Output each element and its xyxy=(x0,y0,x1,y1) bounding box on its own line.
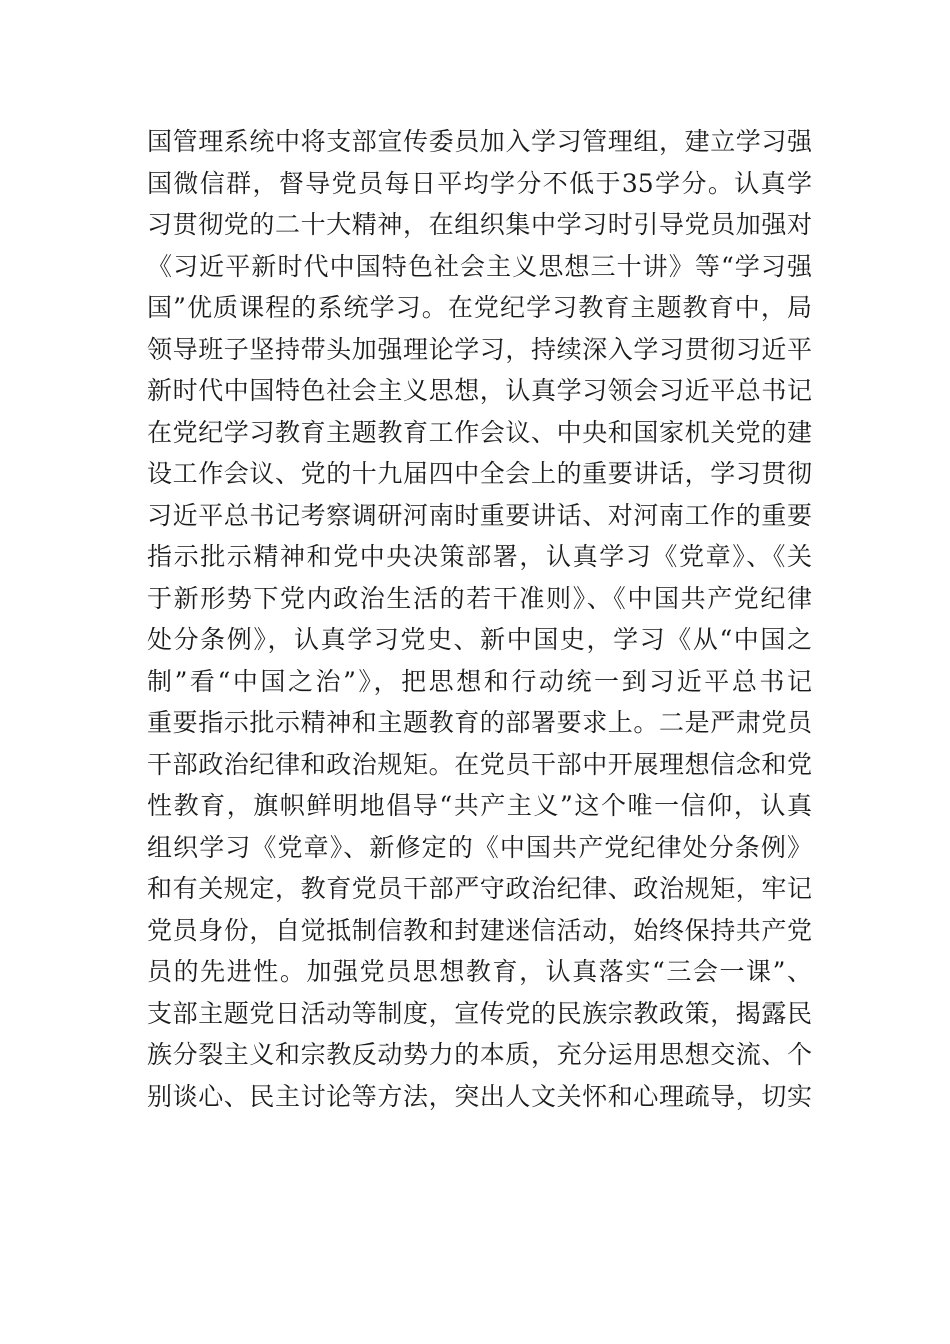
text-line: 习近平总书记考察调研河南时重要讲话、对河南工作的重要 xyxy=(147,500,812,530)
text-line: 支部主题党日活动等制度，宣传党的民族宗教政策，揭露民 xyxy=(147,998,812,1028)
text-line: 国管理系统中将支部宣传委员加入学习管理组，建立学习强 xyxy=(147,127,812,156)
text-line: 党员身份，自觉抵制信教和封建迷信活动，始终保持共产党 xyxy=(147,915,812,945)
text-line: 《习近平新时代中国特色社会主义思想三十讲》等“学习强 xyxy=(147,251,812,281)
text-line: 重要指示批示精神和主题教育的部署要求上。二是严肃党员 xyxy=(147,708,812,737)
text-line: 指示批示精神和党中央决策部署，认真学习《党章》、《关 xyxy=(147,542,812,571)
text-line: 干部政治纪律和政治规矩。在党员干部中开展理想信念和党 xyxy=(147,749,812,779)
text-line: 设工作会议、党的十九届四中全会上的重要讲话，学习贯彻 xyxy=(147,459,812,488)
text-line: 员的先进性。加强党员思想教育，认真落实“三会一课”、 xyxy=(147,957,812,986)
text-line: 处分条例》，认真学习党史、新中国史，学习《从“中国之 xyxy=(147,625,812,654)
text-line: 新时代中国特色社会主义思想，认真学习领会习近平总书记 xyxy=(147,376,812,405)
text-line: 制”看“中国之治”》，把思想和行动统一到习近平总书记 xyxy=(147,666,812,696)
text-line: 于新形势下党内政治生活的若干准则》、《中国共产党纪律 xyxy=(147,583,812,613)
text-line: 族分裂主义和宗教反动势力的本质，充分运用思想交流、个 xyxy=(147,1040,812,1069)
text-line: 和有关规定，教育党员干部严守政治纪律、政治规矩，牢记 xyxy=(147,874,812,903)
text-line: 性教育，旗帜鲜明地倡导“共产主义”这个唯一信仰，认真 xyxy=(147,791,812,820)
body-paragraph xyxy=(147,121,812,1117)
text-line: 习贯彻党的二十大精神，在组织集中学习时引导党员加强对 xyxy=(147,210,812,239)
text-line: 别谈心、民主讨论等方法，突出人文关怀和心理疏导，切实 xyxy=(147,1081,812,1111)
text-line: 领导班子坚持带头加强理论学习，持续深入学习贯彻习近平 xyxy=(147,334,812,364)
text-line: 国”优质课程的系统学习。在党纪学习教育主题教育中，局 xyxy=(147,293,812,322)
text-line: 国微信群，督导党员每日平均学分不低于35学分。认真学 xyxy=(147,168,812,198)
text-line: 在党纪学习教育主题教育工作会议、中央和国家机关党的建 xyxy=(147,417,812,447)
text-line: 组织学习《党章》、新修定的《中国共产党纪律处分条例》 xyxy=(147,832,812,862)
